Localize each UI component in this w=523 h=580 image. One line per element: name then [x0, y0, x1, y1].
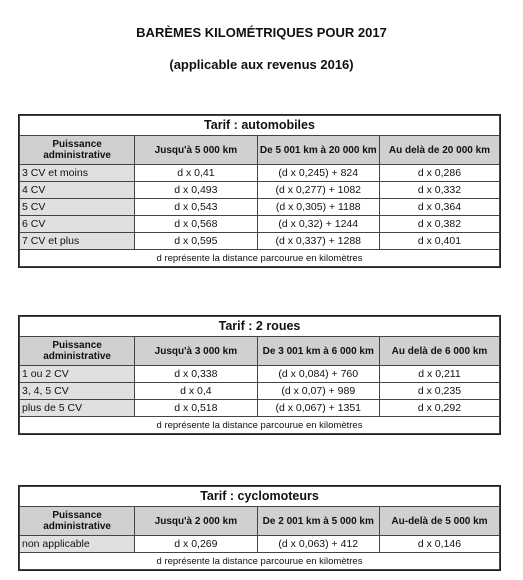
rate-cell: d x 0,146	[379, 536, 499, 553]
rate-cell: (d x 0,245) + 824	[257, 165, 379, 182]
rate-cell: d x 0,41	[135, 165, 257, 182]
column-header-range: Au delà de 20 000 km	[379, 136, 499, 165]
table-row	[20, 182, 500, 199]
rate-cell: d x 0,401	[379, 233, 499, 250]
row-label: non applicable	[20, 536, 135, 553]
rate-cell: d x 0,382	[379, 216, 499, 233]
column-header-range: De 2 001 km à 5 000 km	[257, 507, 379, 536]
rate-cell: d x 0,332	[379, 182, 499, 199]
column-header-range: Au-delà de 5 000 km	[379, 507, 499, 536]
table-cyclomoteurs	[18, 485, 501, 571]
column-header-range: Au delà de 6 000 km	[379, 337, 499, 366]
rate-cell: (d x 0,337) + 1288	[257, 233, 379, 250]
table-row	[20, 165, 500, 182]
row-label: 7 CV et plus	[20, 233, 135, 250]
row-label: 1 ou 2 CV	[20, 366, 135, 383]
table-note: d représente la distance parcourue en kilomètres	[20, 250, 500, 267]
rate-cell: d x 0,568	[135, 216, 257, 233]
row-label: 5 CV	[20, 199, 135, 216]
column-header-range: Jusqu'à 2 000 km	[135, 507, 257, 536]
rate-cell: d x 0,292	[379, 400, 499, 417]
table-header-row	[20, 337, 500, 366]
row-label: 3, 4, 5 CV	[20, 383, 135, 400]
rate-cell: d x 0,269	[135, 536, 257, 553]
table-row	[20, 383, 500, 400]
rate-cell: d x 0,493	[135, 182, 257, 199]
table-automobiles	[18, 114, 501, 268]
rate-cell: d x 0,4	[135, 383, 257, 400]
column-header-range: Jusqu'à 3 000 km	[135, 337, 257, 366]
table-row	[20, 233, 500, 250]
column-header-range: De 3 001 km à 6 000 km	[257, 337, 379, 366]
rate-cell: (d x 0,305) + 1188	[257, 199, 379, 216]
rate-cell: (d x 0,063) + 412	[257, 536, 379, 553]
row-label: 4 CV	[20, 182, 135, 199]
rate-cell: d x 0,211	[379, 366, 499, 383]
table-heading: Tarif : 2 roues	[20, 317, 500, 337]
column-header-range: Jusqu'à 5 000 km	[135, 136, 257, 165]
row-label: 3 CV et moins	[20, 165, 135, 182]
table-row	[20, 400, 500, 417]
rate-cell: (d x 0,084) + 760	[257, 366, 379, 383]
table-row	[20, 536, 500, 553]
row-label: 6 CV	[20, 216, 135, 233]
rate-cell: (d x 0,067) + 1351	[257, 400, 379, 417]
rate-cell: d x 0,518	[135, 400, 257, 417]
rate-cell: d x 0,543	[135, 199, 257, 216]
table-heading: Tarif : automobiles	[20, 116, 500, 136]
table-header-row	[20, 136, 500, 165]
table-row	[20, 216, 500, 233]
column-header-puissance: Puissance administrative	[20, 507, 135, 536]
rate-cell: d x 0,338	[135, 366, 257, 383]
table-2-roues	[18, 315, 501, 435]
table-note: d représente la distance parcourue en kilomètres	[20, 553, 500, 570]
rate-cell: (d x 0,07) + 989	[257, 383, 379, 400]
table-header-row	[20, 507, 500, 536]
rate-cell: d x 0,286	[379, 165, 499, 182]
table-note: d représente la distance parcourue en kilomètres	[20, 417, 500, 434]
table-row	[20, 366, 500, 383]
rate-cell: d x 0,235	[379, 383, 499, 400]
column-header-range: De 5 001 km à 20 000 km	[257, 136, 379, 165]
rate-cell: d x 0,595	[135, 233, 257, 250]
table-heading: Tarif : cyclomoteurs	[20, 487, 500, 507]
page-subtitle: (applicable aux revenus 2016)	[169, 57, 354, 72]
rate-cell: (d x 0,277) + 1082	[257, 182, 379, 199]
row-label: plus de 5 CV	[20, 400, 135, 417]
rate-cell: (d x 0,32) + 1244	[257, 216, 379, 233]
column-header-puissance: Puissance administrative	[20, 337, 135, 366]
table-row	[20, 199, 500, 216]
rate-cell: d x 0,364	[379, 199, 499, 216]
column-header-puissance: Puissance administrative	[20, 136, 135, 165]
page-title: BARÈMES KILOMÉTRIQUES POUR 2017	[136, 25, 387, 40]
